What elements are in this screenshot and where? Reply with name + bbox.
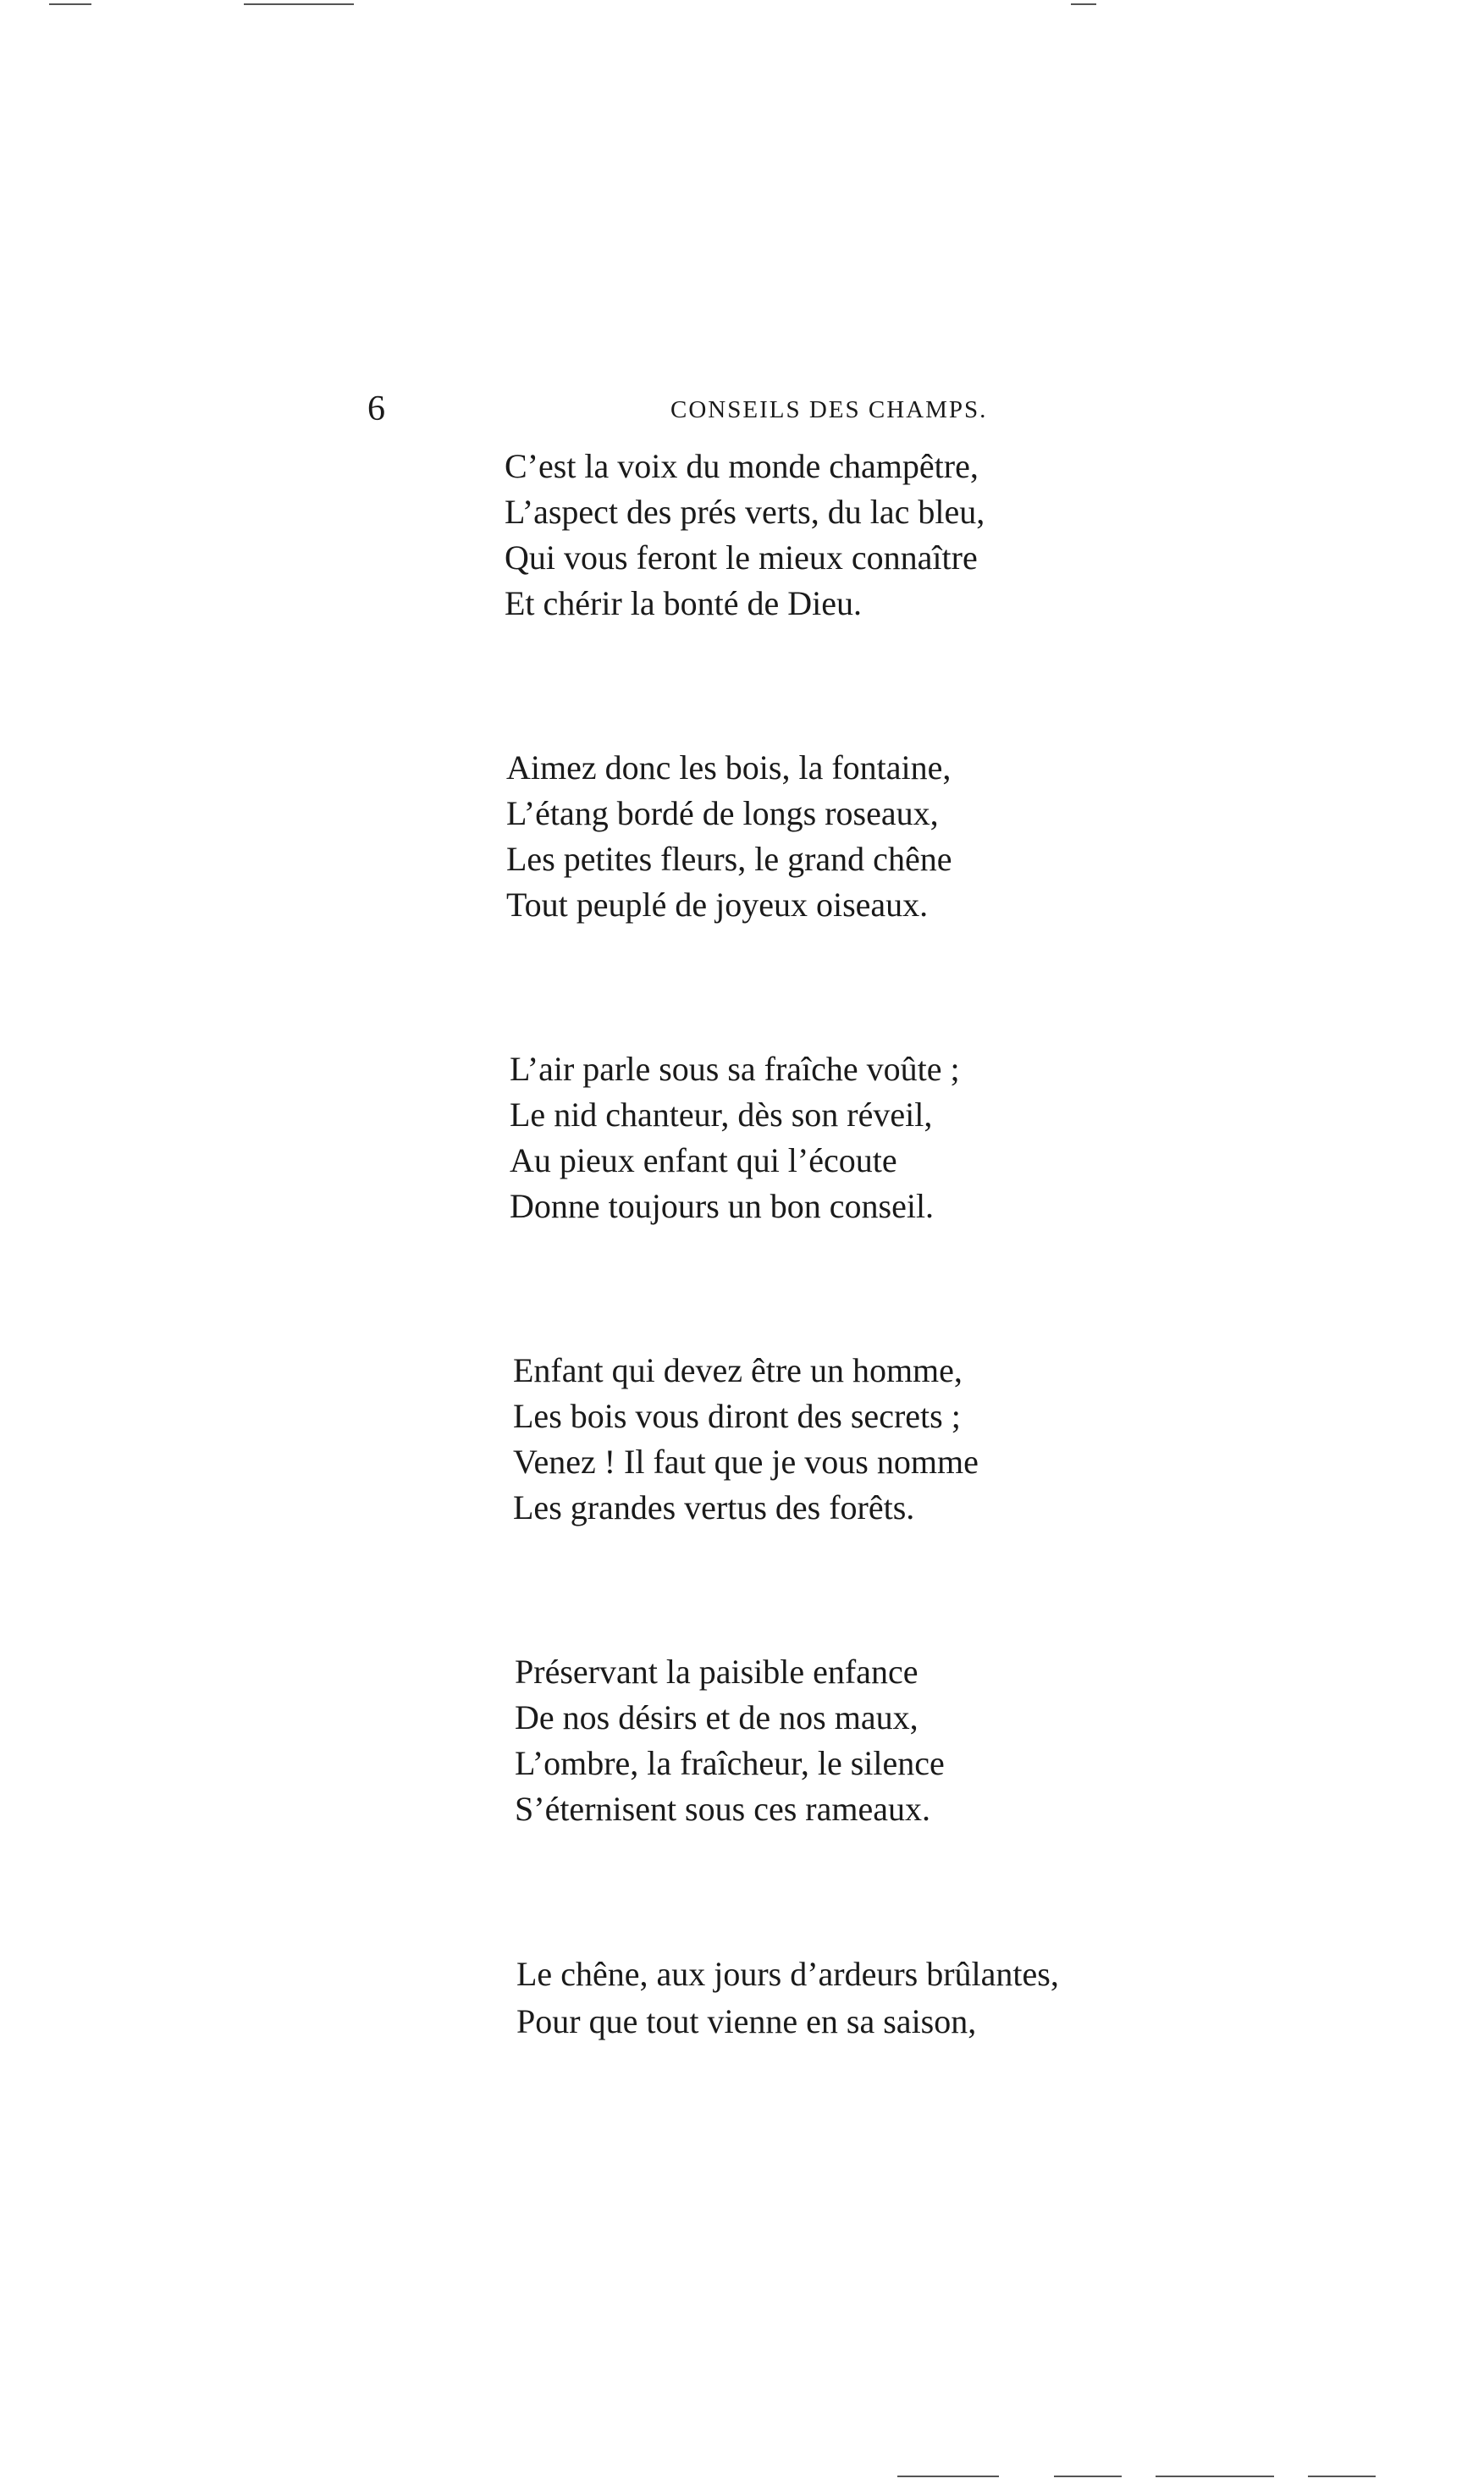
verse-line: Le chêne, aux jours d’ardeurs brûlantes, xyxy=(516,1955,1059,1993)
verse-line: Le nid chanteur, dès son réveil, xyxy=(510,1096,933,1134)
verse-line: Aimez donc les bois, la fontaine, xyxy=(506,748,952,787)
verse-line: L’étang bordé de longs roseaux, xyxy=(506,794,939,832)
stanza-6 xyxy=(516,1951,1059,2045)
verse-line: Les grandes vertus des forêts. xyxy=(513,1488,915,1526)
verse-line: Tout peuplé de joyeux oiseaux. xyxy=(506,886,929,924)
verse-line: Qui vous feront le mieux connaître xyxy=(505,538,978,577)
verse-line: C’est la voix du monde champêtre, xyxy=(505,447,979,485)
verse-line: De nos désirs et de nos maux, xyxy=(515,1698,919,1736)
verse-line: Pour que tout vienne en sa saison, xyxy=(516,2002,977,2040)
scan-mark-top-right xyxy=(1071,3,1096,5)
running-title: CONSEILS DES CHAMPS. xyxy=(670,396,988,423)
verse-line: Préservant la paisible enfance xyxy=(515,1653,919,1691)
verse-line: Les petites fleurs, le grand chêne xyxy=(506,840,952,878)
stanza-3 xyxy=(510,1046,960,1229)
scan-mark-bottom-2 xyxy=(1054,2476,1122,2477)
scan-mark-bottom-4 xyxy=(1308,2476,1376,2477)
scan-mark-top-center xyxy=(244,3,354,5)
stanza-4 xyxy=(513,1348,979,1531)
scan-mark-bottom-1 xyxy=(897,2476,999,2477)
stanza-1 xyxy=(505,444,985,627)
scan-mark-bottom-3 xyxy=(1156,2476,1274,2477)
stanza-5 xyxy=(515,1649,945,1832)
page-number: 6 xyxy=(367,389,385,428)
verse-line: Au pieux enfant qui l’écoute xyxy=(510,1141,897,1179)
verse-line: L’air parle sous sa fraîche voûte ; xyxy=(510,1050,960,1088)
verse-line: Venez ! Il faut que je vous nomme xyxy=(513,1443,979,1481)
verse-line: Les bois vous diront des secrets ; xyxy=(513,1397,961,1435)
stanza-2 xyxy=(506,745,952,928)
verse-line: L’aspect des prés verts, du lac bleu, xyxy=(505,493,985,531)
verse-line: Donne toujours un bon conseil. xyxy=(510,1187,935,1225)
verse-line: Enfant qui devez être un homme, xyxy=(513,1351,963,1389)
scan-mark-top-left xyxy=(49,3,91,5)
verse-line: L’ombre, la fraîcheur, le silence xyxy=(515,1744,945,1782)
verse-line: S’éternisent sous ces rameaux. xyxy=(515,1790,930,1828)
verse-line: Et chérir la bonté de Dieu. xyxy=(505,584,863,622)
